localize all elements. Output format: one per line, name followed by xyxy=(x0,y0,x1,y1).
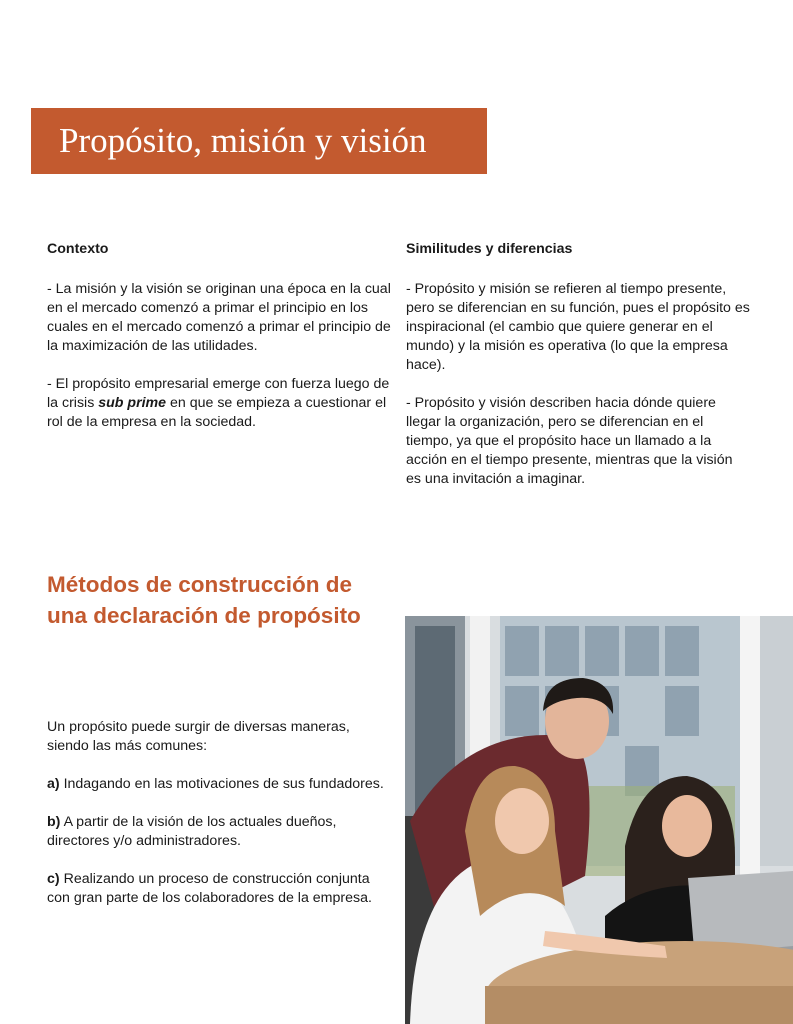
context-column xyxy=(47,240,397,451)
method-text-c: Realizando un proceso de construcción conjunta con gran parte de los colaboradores de la empresa. xyxy=(47,871,372,906)
context-paragraph-2 xyxy=(47,375,397,432)
context-paragraph-1: - La misión y la visión se originan una época en la cual en el mercado comenzó a primar el principio en los cuales en el mercado comenzó a primar el principio de la maximización de las utilidades. xyxy=(47,281,391,354)
methods-heading: Métodos de construcción de una declaración de propósito xyxy=(47,572,361,628)
similarities-paragraph-1: - Propósito y misión se refieren al tiempo presente, pero se diferencian en su función, pues el propósito es inspiracional (el cambio que quiere generar en el mundo) y la misión es operativa (lo que la empresa hace). xyxy=(406,281,750,373)
context-heading: Contexto xyxy=(47,241,109,257)
office-team-photo xyxy=(405,616,793,1024)
page-title: Propósito, misión y visión xyxy=(59,121,427,160)
method-item-a xyxy=(47,775,392,794)
method-item-b xyxy=(47,813,392,851)
context-p2-end: en que se empieza a cuestionar el rol de la empresa en la sociedad. xyxy=(47,395,387,430)
method-marker-c: c) xyxy=(47,871,60,887)
sub-prime-emphasis: sub prime xyxy=(98,395,167,411)
methods-body xyxy=(47,718,392,927)
similarities-heading: Similitudes y diferencias xyxy=(406,241,573,257)
context-p2-start: - El propósito empresarial emerge con fuerza luego de la crisis xyxy=(47,376,390,411)
method-marker-a: a) xyxy=(47,776,60,792)
method-item-c xyxy=(47,870,392,908)
similarities-paragraph-2: - Propósito y visión describen hacia dónde quiere llegar la organización, pero se diferencian en el tiempo, ya que el propósito hace un llamado a la acción en el tiempo presente, mientras que la visión es una invitación a imaginar. xyxy=(406,395,733,487)
method-marker-b: b) xyxy=(47,814,61,830)
title-banner xyxy=(31,108,487,174)
methods-intro: Un propósito puede surgir de diversas maneras, siendo las más comunes: xyxy=(47,719,350,754)
photo-illustration xyxy=(405,616,793,1024)
similarities-column xyxy=(406,240,751,508)
method-text-a: Indagando en las motivaciones de sus fundadores. xyxy=(59,776,384,792)
method-text-b: A partir de la visión de los actuales dueños, directores y/o administradores. xyxy=(47,814,337,849)
